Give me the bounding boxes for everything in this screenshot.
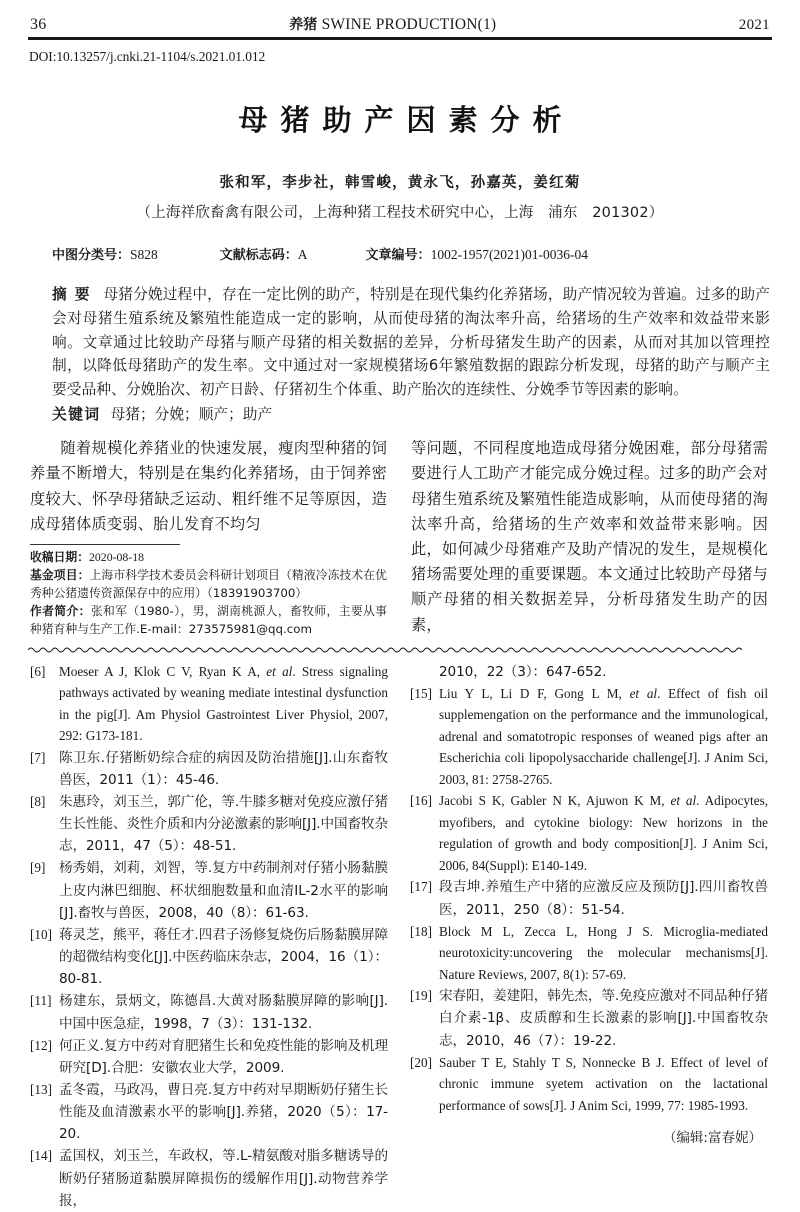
reference-item [410,985,768,1051]
et-al: et al [629,685,658,701]
references-column-left [30,661,388,1212]
reference-item [30,1145,388,1211]
reference-number: [12] [30,1037,52,1053]
running-head [28,14,772,37]
references-column-right [410,661,768,1212]
reference-item [410,921,768,986]
reference-item [410,790,768,876]
doi-line: DOI:10.13257/j.cnki.21-1104/s.2021.01.012 [29,49,266,64]
keywords-block [28,403,772,424]
reference-number: [17] [410,879,432,895]
abstract-block [28,283,772,402]
reference-text: 陈卫东.仔猪断奶综合症的病因及防治措施[J].山东畜牧兽医，2011（1）：45-46. [59,749,388,788]
article-number-value: 1002-1957(2021)01-0036-04 [430,247,589,262]
footnote-item [30,549,387,567]
reference-number: [6] [30,663,46,679]
journal-title [289,14,496,34]
keywords-label: 关键词 [52,406,101,424]
reference-item [30,791,388,857]
footnote-text: 2020-08-18 [89,550,145,564]
et-al: et al [670,793,697,809]
reference-number: [9] [30,860,46,876]
reference-item [30,924,388,990]
doc-code-value: A [297,247,308,262]
reference-text: 段吉坤.养殖生产中猪的应激反应及预防[J].四川畜牧兽医，2011，250（8）：51-54. [439,879,768,918]
journal-title-cn: 养猪 [289,17,318,33]
body-column-left [30,436,387,639]
body-paragraph-right: 等问题，不同程度地造成母猪分娩困难，部分母猪需要进行人工助产才能完成分娩过程。过多的助产会对母猪生殖系统及繁殖性能造成影响，从而使母猪的淘汰率升高，给猪场的生产效率和效益带来影响。因此，如何减少母猪难产及助产情况的发生，是规模化猪场需要处理的重要课题。本文通过比较助产母猪与顺产母猪的相关数据差异，分析母猪发生助产的因素， [411,439,768,634]
header-rule [28,37,772,40]
publication-year: 2021 [738,17,770,33]
reference-text: 宋春阳，姜建阳，韩先杰，等.免疫应激对不同品种仔猪白介素-1β、皮质醇和生长激素的影响[J].中国畜牧杂志，2010，46（7）：19-22. [439,988,768,1049]
reference-number: [14] [30,1148,52,1164]
footnote-item [30,603,387,639]
wavy-separator [28,645,772,654]
reference-text: 2010，22（3）：647-652. [439,663,607,680]
reference-text: 孟冬霞，马政冯，曹日亮.复方中药对早期断奶仔猪生长性能及血清激素水平的影响[J].养猪，2020（5）：17-20. [59,1082,388,1143]
reference-item [30,990,388,1034]
reference-number: [19] [410,988,432,1004]
spacer-2 [308,244,366,263]
reference-number: [13] [30,1082,52,1098]
doc-code-segment [220,244,308,263]
reference-text: Moeser A J, Klok C V, Ryan K A, et al. Stress signaling pathways activated by weaning mediate intestinal dysfunction in the pig[J]. Am Physiol Gastrointest Liver Physiol, 2007, 292: G173-181. [59,663,388,744]
reference-item [30,857,388,923]
body-column-right [411,436,768,639]
clc-segment [52,244,158,263]
page-folio: 36 [30,16,47,33]
reference-number: [7] [30,749,46,765]
reference-item-continuation [410,661,768,683]
clc-label: 中图分类号： [52,248,131,263]
reference-item [30,1035,388,1079]
affiliation-line: （上海祥欣畜禽有限公司，上海种猪工程技术研究中心，上海 浦东 201302） [136,205,664,221]
clc-value: S828 [130,247,158,262]
reference-text: 杨建东，景炳文，陈德昌.大黄对肠黏膜屏障的影响[J].中国中医急症，1998，7（3）：131-132. [59,993,388,1032]
footnote-label: 作者简介： [30,603,91,618]
reference-number: [11] [30,993,52,1009]
page-title: 母猪助产因素分析 [238,103,575,137]
classification-line [28,244,772,263]
footnote-text: 张和军（1980-），男，湖南桃源人，畜牧师，主要从事种猪育种与生产工作.E-mail：273575981@qq.com [30,603,387,636]
footnote-block [30,549,387,639]
reference-item [30,747,388,791]
abstract-label: 摘要 [52,286,98,303]
reference-number: [20] [410,1054,432,1070]
spacer-1 [158,244,220,263]
author-list: 张和军，李步社，韩雪峻，黄永飞，孙嘉英，姜红菊 [219,175,581,191]
wavy-separator-icon [28,645,772,654]
footnote-text: 上海市科学技术委员会科研计划项目（精液冷冻技术在优秀种公猪遗传资源保存中的应用）（18391903700） [30,567,387,600]
footnote-label: 基金项目： [30,567,90,582]
et-al: et al [266,663,293,679]
reference-text: Block M L, Zecca L, Hong J S. Microglia-mediated neurotoxicity:uncovering the molecular mechanisms[J]. Nature Reviews, 2007, 8(1): 57-69. [439,923,768,982]
reference-number [410,661,439,683]
journal-title-en: SWINE PRODUCTION(1) [321,16,497,33]
reference-number: [8] [30,793,46,809]
body-columns [28,436,772,639]
footnote-item [30,567,387,603]
reference-item [410,876,768,920]
reference-text: 何正义.复方中药对育肥猪生长和免疫性能的影响及机理研究[D].合肥：安徽农业大学，2009. [59,1037,388,1076]
references-columns [28,661,772,1212]
reference-number: [10] [30,926,52,942]
reference-item [410,1052,768,1117]
reference-item [30,661,388,747]
reference-text: 朱惠玲，刘玉兰，郭广伦，等.牛膝多糖对免疫应激仔猪生长性能、炎性介质和内分泌激素的影响[J].中国畜牧杂志，2011，47（5）：48-51. [59,793,388,855]
reference-text: Liu Y L, Li D F, Gong L M, et al. Effect of fish oil supplemengation on the performance and the immunological, adrenal and somatotropic responses of weaned pigs after an Escherichia coli lipopolysaccharide challenge[J]. J Anim Sci, 2003, 81: 2758-2765. [439,685,768,787]
reference-text: 孟国权，刘玉兰，车政权，等.L-精氨酸对脂多糖诱导的断奶仔猪肠道黏膜屏障损伤的缓解作用[J].动物营养学报， [59,1148,388,1209]
reference-text: Sauber T E, Stahly T S, Nonnecke B J. Effect of level of chronic immune syetem activation on the lactational performance of sows[J]. J Anim Sci, 1999, 77: 1985-1993. [439,1054,768,1113]
reference-item [30,1079,388,1145]
reference-text: 蒋灵芝，熊平，蒋任才.四君子汤修复烧伤后肠黏膜屏障的超微结构变化[J].中医药临床杂志，2004，16（1）：80-81. [59,926,388,988]
reference-number: [15] [410,685,432,701]
keywords-text: 母猪；分娩；顺产；助产 [110,406,273,424]
article-number-segment [366,244,589,263]
reference-number: [18] [410,923,432,939]
article-number-label: 文章编号： [365,248,431,263]
reference-text: Jacobi S K, Gabler N K, Ajuwon K M, et al. Adipocytes, myofibers, and cytokine biology: New horizons in the regulation of growth and body composition[J]. J Anim Sci, 2006, 84(Suppl): E140-149. [439,793,769,873]
footnote-rule [30,544,180,545]
body-paragraph-left: 随着规模化养猪业的快速发展，瘦肉型种猪的饲养量不断增大，特别是在集约化养猪场，由于饲养密度较大、怀孕母猪缺乏运动、粗纤维不足等原因，造成母猪体质变弱、胎儿发育不均匀 [30,439,387,533]
abstract-text: 母猪分娩过程中，存在一定比例的助产，特别是在现代集约化养猪场，助产情况较为普遍。过多的助产会对母猪生殖系统及繁殖性能造成一定的影响，从而使母猪的淘汰率升高，给猪场的生产效率和效益带来影响。文章通过比较助产母猪与顺产母猪的相关数据的差异，分析母猪发生助产的因素，从而对其加以管理控制，以降低母猪助产的发生率。文中通过对一家规模猪场6年繁殖数据的跟踪分析发现，母猪的助产与顺产主要受品种、分娩胎次、初产日龄、仔猪初生个体重、助产胎次的连续性、分娩季节等因素的影响。 [52,286,770,399]
editor-credit: （编辑:富春妮） [662,1130,762,1147]
reference-text: 杨秀娟，刘莉，刘智，等.复方中药制剂对仔猪小肠黏膜上皮内淋巴细胞、杯状细胞数量和血清IL-2水平的影响[J].畜牧与兽医，2008，40（8）：61-63. [59,860,388,921]
reference-item [410,683,768,791]
footnote-label: 收稿日期： [30,550,89,564]
reference-number: [16] [410,793,432,809]
doc-code-label: 文献标志码： [219,248,298,263]
